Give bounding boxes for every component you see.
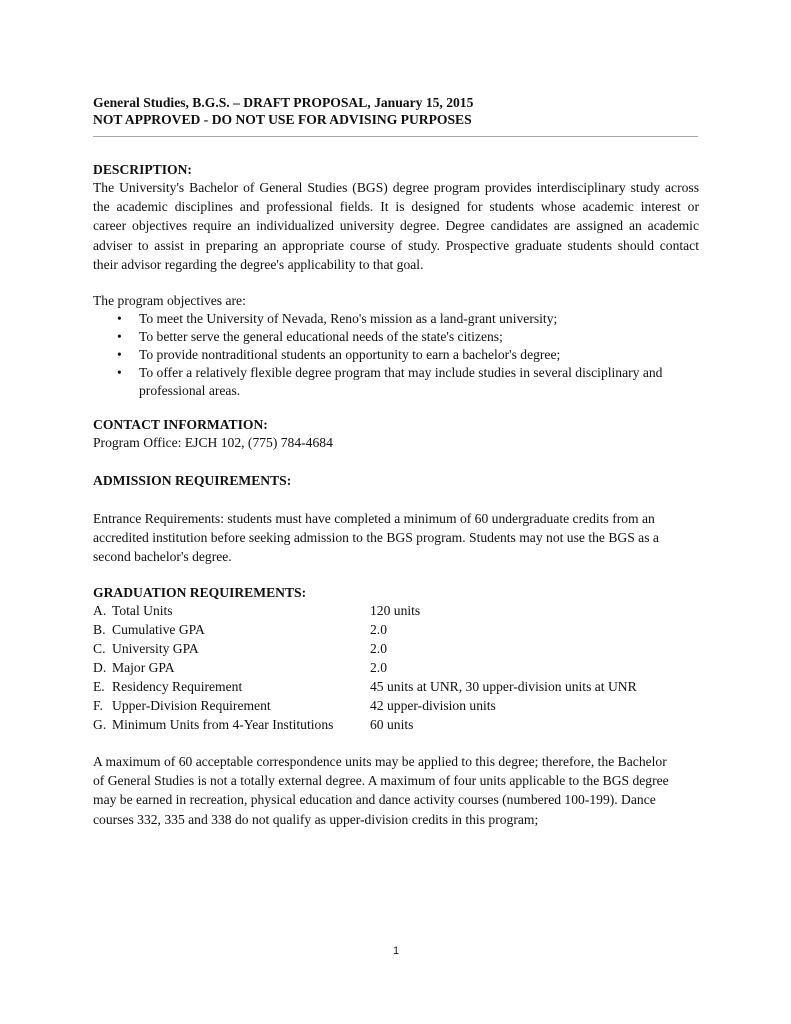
requirement-letter: C.	[93, 641, 106, 656]
requirement-row	[93, 696, 699, 715]
requirement-letter: F.	[93, 698, 103, 713]
document-title: General Studies, B.G.S. – DRAFT PROPOSAL, January 15, 2015	[93, 95, 474, 110]
requirement-letter: A.	[93, 603, 107, 618]
description-heading: DESCRIPTION:	[93, 162, 192, 177]
requirement-row	[93, 715, 699, 734]
objectives-list	[93, 310, 699, 400]
requirement-value: 2.0	[370, 622, 387, 637]
notes-line: A maximum of 60 acceptable correspondence units may be applied to this degree; therefore, the Bachelor	[93, 754, 667, 769]
requirement-row	[93, 658, 699, 677]
requirement-letter: D.	[93, 660, 107, 675]
objective-text: To meet the University of Nevada, Reno's mission as a land-grant university;	[139, 311, 558, 326]
requirement-row	[93, 677, 699, 696]
admission-heading: ADMISSION REQUIREMENTS:	[93, 473, 292, 488]
description-line: adviser to assist in preparing an appropriate course of study. Prospective graduate students should contact	[93, 237, 699, 253]
requirement-value: 42 upper-division units	[370, 698, 496, 713]
description-paragraph	[93, 178, 699, 274]
bullet-icon: •	[117, 311, 122, 326]
bullet-icon: •	[117, 329, 122, 344]
bullet-icon: •	[117, 347, 122, 362]
requirement-label: Total Units	[112, 603, 173, 618]
objective-item	[93, 364, 666, 400]
objective-text: To offer a relatively flexible degree program that may include studies in several disciplinary and professional areas.	[139, 365, 663, 398]
admission-line: accredited institution before seeking admission to the BGS program. Students may not use the BGS as a	[93, 530, 659, 546]
requirement-label: Upper-Division Requirement	[112, 698, 271, 713]
notes-line: courses 332, 335 and 338 do not qualify as upper-division credits in this program;	[93, 811, 539, 827]
approval-warning: NOT APPROVED - DO NOT USE FOR ADVISING PURPOSES	[93, 112, 472, 127]
requirement-letter: G.	[93, 717, 107, 732]
objective-text: To provide nontraditional students an opportunity to earn a bachelor's degree;	[139, 347, 561, 362]
requirement-row	[93, 639, 699, 658]
requirement-letter: E.	[93, 679, 105, 694]
description-line: their advisor regarding the degree's applicability to that goal.	[93, 256, 424, 272]
admission-paragraph	[93, 509, 699, 567]
requirement-label: Major GPA	[112, 660, 175, 675]
objective-item	[93, 328, 699, 346]
description-line: the academic disciplines and professional fields. It is designed for students whose academic interest or	[93, 199, 699, 215]
requirement-label: University GPA	[112, 641, 199, 656]
objective-text: To better serve the general educational needs of the state's citizens;	[139, 329, 503, 344]
objective-item	[93, 310, 699, 328]
requirement-letter: B.	[93, 622, 106, 637]
requirement-value: 2.0	[370, 641, 387, 656]
graduation-requirements-list	[93, 601, 699, 734]
requirement-value: 120 units	[370, 603, 421, 618]
requirement-label: Cumulative GPA	[112, 622, 205, 637]
requirement-row	[93, 601, 699, 620]
description-line: The University's Bachelor of General Studies (BGS) degree program provides interdisciplinary study across	[93, 180, 699, 195]
requirement-value: 45 units at UNR, 30 upper-division units at UNR	[370, 679, 637, 694]
contact-text: Program Office: EJCH 102, (775) 784-4684	[93, 435, 333, 450]
admission-line: second bachelor's degree.	[93, 549, 232, 565]
requirement-row	[93, 620, 699, 639]
description-line: career objectives require an individualized university degree. Degree candidates are assigned an academic	[93, 218, 699, 234]
objectives-intro: The program objectives are:	[93, 293, 246, 308]
header-divider	[93, 136, 698, 137]
page-number: 1	[393, 945, 400, 957]
requirement-label: Residency Requirement	[112, 679, 243, 694]
contact-heading: CONTACT INFORMATION:	[93, 417, 268, 432]
bullet-icon: •	[117, 365, 122, 380]
correspondence-notes-paragraph	[93, 752, 699, 829]
notes-line: of General Studies is not a totally external degree. A maximum of four units applicable to the BGS degree	[93, 773, 669, 789]
admission-line: Entrance Requirements: students must have completed a minimum of 60 undergraduate credits from an	[93, 511, 655, 526]
requirement-value: 2.0	[370, 660, 387, 675]
graduation-heading: GRADUATION REQUIREMENTS:	[93, 585, 307, 600]
requirement-value: 60 units	[370, 717, 414, 732]
objective-item	[93, 346, 699, 364]
requirement-label: Minimum Units from 4-Year Institutions	[112, 717, 334, 732]
notes-line: may be earned in recreation, physical education and dance activity courses (numbered 100-199). Dance	[93, 792, 656, 808]
